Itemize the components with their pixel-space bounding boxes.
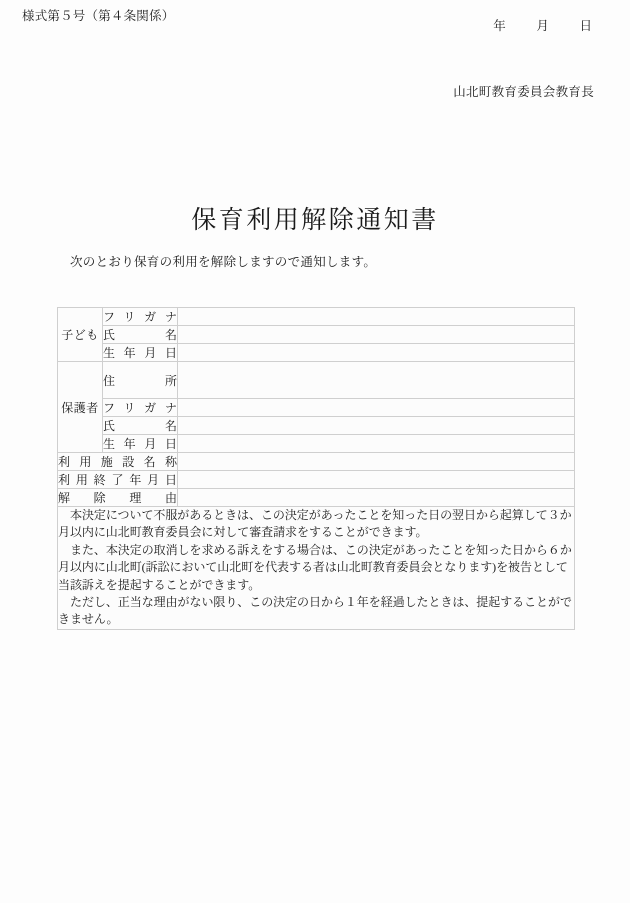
facility-name-value[interactable] [178, 453, 575, 471]
guardian-address-value[interactable] [178, 362, 575, 399]
child-name-value[interactable] [178, 326, 575, 344]
issuing-authority: 山北町教育委員会教育長 [453, 85, 594, 99]
end-date-label: 利用終了年月日 [58, 471, 178, 489]
table-row [58, 507, 575, 630]
child-name-label: 氏 名 [103, 326, 178, 344]
cancellation-reason-label: 解除理由 [58, 489, 178, 507]
appeal-notice-block [58, 507, 575, 630]
table-row [58, 362, 575, 399]
appeal-notice-paragraph-3: ただし、正当な理由がない限り、この決定の日から１年を経過したときは、提起することができません。 [58, 594, 572, 627]
child-furigana-label: フリガナ [103, 308, 178, 326]
table-row [58, 435, 575, 453]
date-month-label: 月 [536, 19, 549, 33]
child-birthdate-label: 生年月日 [103, 344, 178, 362]
guardian-furigana-value[interactable] [178, 399, 575, 417]
form-number: 様式第５号（第４条関係） [22, 9, 175, 23]
guardian-name-label: 氏 名 [103, 417, 178, 435]
child-furigana-value[interactable] [178, 308, 575, 326]
child-birthdate-value[interactable] [178, 344, 575, 362]
table-row [58, 399, 575, 417]
table-row [58, 453, 575, 471]
cancellation-reason-value[interactable] [178, 489, 575, 507]
lead-statement: 次のとおり保育の利用を解除しますので通知します。 [70, 255, 377, 269]
guardian-address-label: 住 所 [103, 362, 178, 399]
guardian-furigana-label: フリガナ [103, 399, 178, 417]
table-row [58, 489, 575, 507]
guardian-birthdate-label: 生年月日 [103, 435, 178, 453]
date-line [493, 16, 592, 34]
guardian-group-label: 保護者 [58, 362, 103, 453]
date-day-label: 日 [579, 19, 592, 33]
guardian-name-value[interactable] [178, 417, 575, 435]
end-date-value[interactable] [178, 471, 575, 489]
table-row [58, 344, 575, 362]
table-row [58, 417, 575, 435]
guardian-birthdate-value[interactable] [178, 435, 575, 453]
appeal-notice-paragraph-2: また、本決定の取消しを求める訴えをする場合は、この決定があったことを知った日から６か月以内に山北町(訴訟において山北町を代表する者は山北町教育委員会となります)を被告として当該訴えを提起することができます。 [58, 542, 572, 592]
child-group-label: 子ども [58, 308, 103, 362]
facility-name-label: 利用施設名称 [58, 453, 178, 471]
applicant-information-table [57, 307, 575, 630]
appeal-notice-paragraph-1: 本決定について不服があるときは、この決定があったことを知った日の翌日から起算して３か月以内に山北町教育委員会に対して審査請求をすることができます。 [58, 508, 572, 540]
table-row [58, 326, 575, 344]
table-row [58, 308, 575, 326]
date-year-label: 年 [493, 19, 506, 33]
table-row [58, 471, 575, 489]
page-title: 保育利用解除通知書 [191, 207, 439, 234]
